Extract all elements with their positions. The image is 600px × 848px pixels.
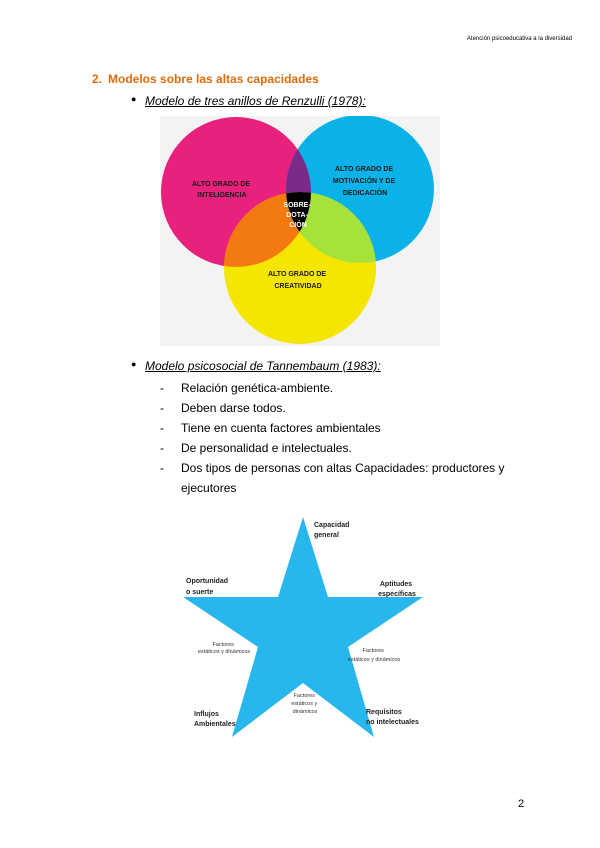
label-intelligence: ALTO GRADO DE INTELIGENCIA	[191, 181, 251, 199]
bullet-renzulli-text: Modelo de tres anillos de Renzulli (1978):	[145, 94, 366, 108]
label-superdotation: SOBRE- DOTA- CIÓN	[283, 202, 311, 229]
tannembaum-list	[160, 378, 541, 498]
list-item: - Relación genética-ambiente.	[160, 381, 334, 395]
tannembaum-star-diagram	[178, 515, 438, 740]
section-title: Modelos sobre las altas capacidades	[108, 72, 319, 86]
label-non-intellectual-requirements: Requisitos no intelectuales	[366, 709, 419, 726]
label-factors-bottom: Factores estáticos y dinámicos	[291, 693, 318, 715]
list-item: - Deben darse todos.	[160, 401, 286, 415]
list-item: - Tiene en cuenta factores ambientales	[160, 421, 381, 435]
label-environmental-influences: Influjos Ambientales	[194, 711, 236, 728]
bullet-tannembaum-text: Modelo psicosocial de Tannembaum (1983):	[145, 359, 381, 373]
renzulli-venn-diagram	[160, 116, 440, 346]
section-heading	[92, 72, 319, 86]
bullet-renzulli	[131, 94, 366, 108]
label-factors-left: Factores estáticos y dinámicos	[197, 642, 251, 655]
bullet-tannembaum	[131, 359, 381, 373]
label-motivation: ALTO GRADO DE MOTIVACIÓN Y DE DEDICACIÓN	[332, 166, 396, 197]
bullet-dot: ●	[131, 94, 137, 104]
label-factors-right: Factores estáticos y dinámicos	[347, 648, 401, 663]
page-number: 2	[518, 798, 525, 810]
section-number: 2.	[92, 72, 103, 86]
label-general-capacity: Capacidad general	[314, 522, 350, 539]
label-creativity: ALTO GRADO DE CREATIVIDAD	[267, 271, 327, 290]
bullet-dot: ●	[131, 359, 137, 369]
label-opportunity: Oportunidad o suerte	[186, 578, 228, 596]
running-header: Atención psicoeducativa a la diversidad	[466, 36, 572, 42]
list-item: - De personalidad e intelectuales.	[160, 441, 352, 455]
list-item: - Dos tipos de personas con altas Capacidades: productores y ejecutores	[160, 461, 505, 495]
label-specific-aptitudes: Aptitudes específicas	[378, 581, 416, 598]
